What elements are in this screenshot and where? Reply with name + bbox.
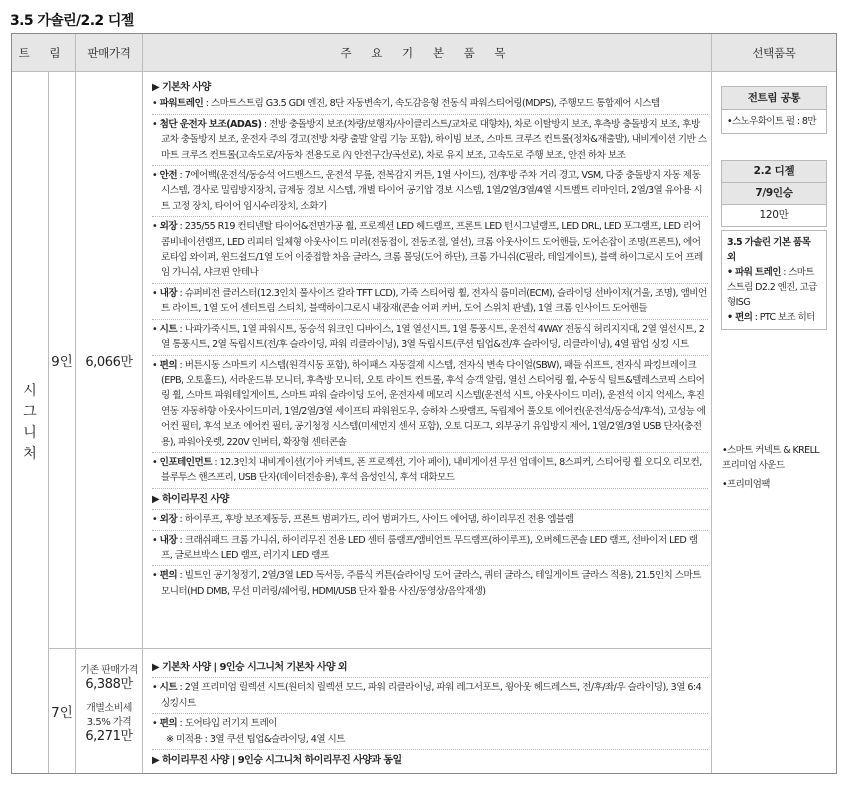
divider (152, 283, 708, 284)
note: ※ 미적용 : 3열 쿠션 팁업&슬라이딩, 4열 시트 (166, 733, 345, 745)
section-title: ▶ 기본차 사양 (152, 82, 211, 93)
column-divider (711, 34, 712, 773)
option-extra (722, 443, 828, 492)
divider (152, 509, 708, 510)
option-common (721, 86, 827, 134)
option-item: •스노우화이트 펄 : 8만 (727, 116, 816, 127)
option-row: 120만 (759, 209, 789, 221)
header-price: 판매가격 (76, 34, 142, 71)
item-entry: • 편의 : 도어타입 러기지 트레이 (152, 718, 277, 730)
price-value: 6,271만 (85, 729, 133, 744)
item-entry: • 첨단 운전자 보조(ADAS) : 전방 충돌방지 보조(차량/보행자/사이클리스트/교차로 대향차), 차로 이탈방지 보조, 후측방 충돌방지 보조, 후방 교차 충돌방지 보조, 운전자 주의 경고(전방 차량 출발 알림 기능 포함), 하이빔 보조, 스마트 크루즈 컨트롤(정차&재출발), 내비게이션 기반 스마트 크루즈 컨트롤(고속도로/자동차 전용도로 內 안전구간/곡선로), 차로 유지 보조, 고속도로 주행 보조, 안전 하차 보조 (152, 118, 707, 161)
divider (152, 355, 708, 356)
trim-char: 그 (23, 403, 37, 420)
item-entry: • 편의 : 빌트인 공기청정기, 2열/3열 LED 독서등, 주름식 커튼(슬라이딩 도어 글라스, 쿼터 글라스, 테일게이트 글라스 적용), 21.5인치 스마트 모니터(HD DMB, 무선 미러링/쉐어링, HDMI/USB 단자 활용 사진/동영상/음악재생) (152, 570, 701, 597)
divider (152, 114, 708, 115)
price-7 (76, 664, 142, 754)
divider (152, 565, 708, 566)
divider (152, 530, 708, 531)
header-trim: 트 림 (12, 34, 75, 71)
option-item: • 파워 트레인 : 스마트스트림 D2.2 엔진, 고급형ISG (727, 267, 817, 308)
items-9 (152, 80, 708, 599)
row-divider (49, 648, 712, 649)
price-label: 3.5% 가격 (86, 717, 132, 728)
section-title: ▶ 하이리무진 사양 (152, 493, 229, 505)
price-value: 6,388만 (85, 677, 133, 692)
divider (152, 677, 708, 678)
item-entry: • 인포테인먼트 : 12.3인치 내비게이션(기아 커넥트, 폰 프로젝션, 기아 페이), 내비게이션 무선 업데이트, 8스피커, 스티어링 휠 오디오 리모컨, 블루투스 핸즈프리, USB 단자(데이터전송용), 후석 음성인식, 후석 대화모드 (152, 456, 702, 484)
option-row: 2.2 디젤 (722, 161, 826, 183)
item-entry: • 파워트레인 : 스마트스트림 G3.5 GDI 엔진, 8단 자동변속기, 속도감응형 전동식 파워스티어링(MDPS), 주행모드 통합제어 시스템 (152, 98, 660, 110)
divider (152, 713, 708, 714)
option-title: 3.5 가솔린 기본 품목 외 (727, 237, 811, 263)
item-entry: • 내장 : 크래쉬패드 크롬 가니쉬, 하이리무진 전용 LED 센터 룸램프/앰비언트 무드램프(하이루프), 오버헤드콘솔 LED 램프, 선바이저 LED 램프, 글로브박스 LED 램프, 러기지 LED 램프 (152, 534, 698, 561)
item-entry: • 시트 : 2열 프리미엄 릴렉션 시트(원터치 릴렉션 모드, 파워 리클라이닝, 파워 레그서포트, 윙아웃 헤드레스트, 전/후/좌/우 슬라이딩), 3열 6:4 싱킹시트 (152, 682, 702, 709)
trim-char: 니 (23, 424, 37, 441)
divider (152, 488, 708, 489)
item-entry: • 편의 : 버튼시동 스마트키 시스템(원격시동 포함), 하이패스 자동결제 시스템, 전자식 변속 다이얼(SBW), 패들 쉬프트, 전자식 파킹브레이크(EPB, 오토홀드), 서라운드뷰 모니터, 후측방 모니터, 오토 라이트 컨트롤, 후석 승객 알림, 열선 스티어링 휠, 수동식 틸트&텔레스코픽 스티어링 휠, 스마트 파워테일게이트, 스마트 파워 슬라이딩 도어, 운전자세 메모리 시스템(운전석 시트, 아웃사이드 미러), 운전석 이지 억세스, 후진연동 자동하향 아웃사이드미러, 1열/2열/3열 세이프티 파워윈도우, 승하차 스팟램프, 독립제어 풀오토 에어컨(운전석/동승석/후석), 고성능 에어컨 필터, 후석 보조 에어컨 필터, 공기청정 시스템(미세먼지 센서 포함), 오토 디포그, 외부공기 유입방지 제어, 1열/2열/3열 USB 단자(충전용), 파워아웃렛, 220V 인버터, 확장형 센터콘솔 (152, 359, 706, 448)
option-head: 전트림 공통 (722, 87, 826, 110)
price-9: 6,066만 (85, 354, 133, 370)
option-item: • 편의 : PTC 보조 히터 (727, 312, 815, 323)
option-item: •프리미엄팩 (722, 479, 770, 490)
item-entry: • 안전 : 7에어백(운전석/동승석 어드밴스드, 운전석 무릎, 전복감지 커튼, 1열 사이드), 전/후방 주차 거리 경고, VSM, 다중 충돌방지 자동 제동 시스템, 경사로 밀림방지장치, 급제동 경보 시스템, 개별 타이어 공기압 경보 시스템, 1열/2열/3열/4열 시트벨트 리마인더, 2열/3열 유아용 시트 고정 장치, 타이어 임시수리장치, 소화기 (152, 170, 703, 212)
divider (152, 216, 708, 217)
page-title: 3.5 가솔린/2.2 디젤 (10, 13, 134, 29)
option-diesel-items (721, 230, 827, 330)
price-label: 개별소비세 (86, 703, 132, 714)
divider (152, 452, 708, 453)
items-7 (152, 660, 708, 768)
option-row: 7/9인승 (722, 183, 826, 205)
price-label: 기존 판매가격 (80, 665, 138, 676)
option-item: •스마트 커넥트 & KRELL 프리미엄 사운드 (722, 445, 819, 471)
trim-char: 처 (23, 445, 37, 462)
header-options: 선택품목 (712, 34, 836, 71)
seats-9: 9인 (51, 354, 73, 370)
section-title: ▶ 하이리무진 사양 | 9인승 시그니처 하이리무진 사양과 동일 (152, 755, 402, 767)
header-items: 주 요 기 본 품 목 (143, 34, 711, 71)
item-entry: • 내장 : 슈퍼비전 클러스터(12.3인치 풀사이즈 칼라 TFT LCD), 가죽 스티어링 휠, 전자식 룸미러(ECM), 슬라이딩 선바이저(거울, 조명), 앰비언트 라이트, 1열 도어 센터트림 스티치, 블랙하이그로시 내장재(콘솔 어퍼 커버, 도어 스위치 판넬), 1열 크롬 인사이드 도어핸들 (152, 287, 707, 315)
item-entry: • 외장 : 하이루프, 후방 보조제동등, 프론트 범퍼가드, 리어 범퍼가드, 사이드 에어댐, 하이리무진 전용 엠블렘 (152, 514, 574, 526)
item-entry: • 시트 : 나파가죽시트, 1열 파워시트, 동승석 워크인 디바이스, 1열 열선시트, 1열 통풍시트, 운전석 4WAY 전동식 허리지지대, 2열 열선시트, 2열 통풍시트, 2열 독립시트(전/후 슬라이딩, 파워 리클라이닝), 3열 독립시트(쿠션 팁업&전/후 슬라이딩, 리클라이닝), 4열 팝업 싱킹 시트 (152, 323, 705, 351)
item-entry: • 외장 : 235/55 R19 컨티넨탈 타이어&전면가공 휠, 프로젝션 LED 헤드램프, 프론트 LED 턴시그널램프, LED DRL, LED 포그램프, LED 리어 콤비네이션램프, LED 리피터 일체형 아웃사이드 미러(전동접이, 전동조절, 열선), 크롬 아웃사이드 도어핸들, 도어손잡이 조명(프론트), 에어로타입 와이퍼, 윈드쉴드/1열 도어 이중접합 차음 글라스, 크롬 몰딩(도어 하단), 크롬 가니쉬(C필라, 테일게이트), 블랙 하이그로시 도어 프레임 가니쉬, 샤크핀 안테나 (152, 221, 703, 279)
divider (152, 749, 708, 750)
column-divider (142, 34, 143, 773)
trim-char: 시 (23, 382, 37, 399)
price-table (11, 33, 837, 774)
section-title: ▶ 기본차 사양 | 9인승 시그니처 기본차 사양 외 (152, 662, 347, 673)
divider (152, 319, 708, 320)
trim-name (12, 72, 48, 773)
option-diesel (721, 160, 827, 227)
divider (152, 165, 708, 166)
seats-7: 7인 (51, 705, 73, 721)
